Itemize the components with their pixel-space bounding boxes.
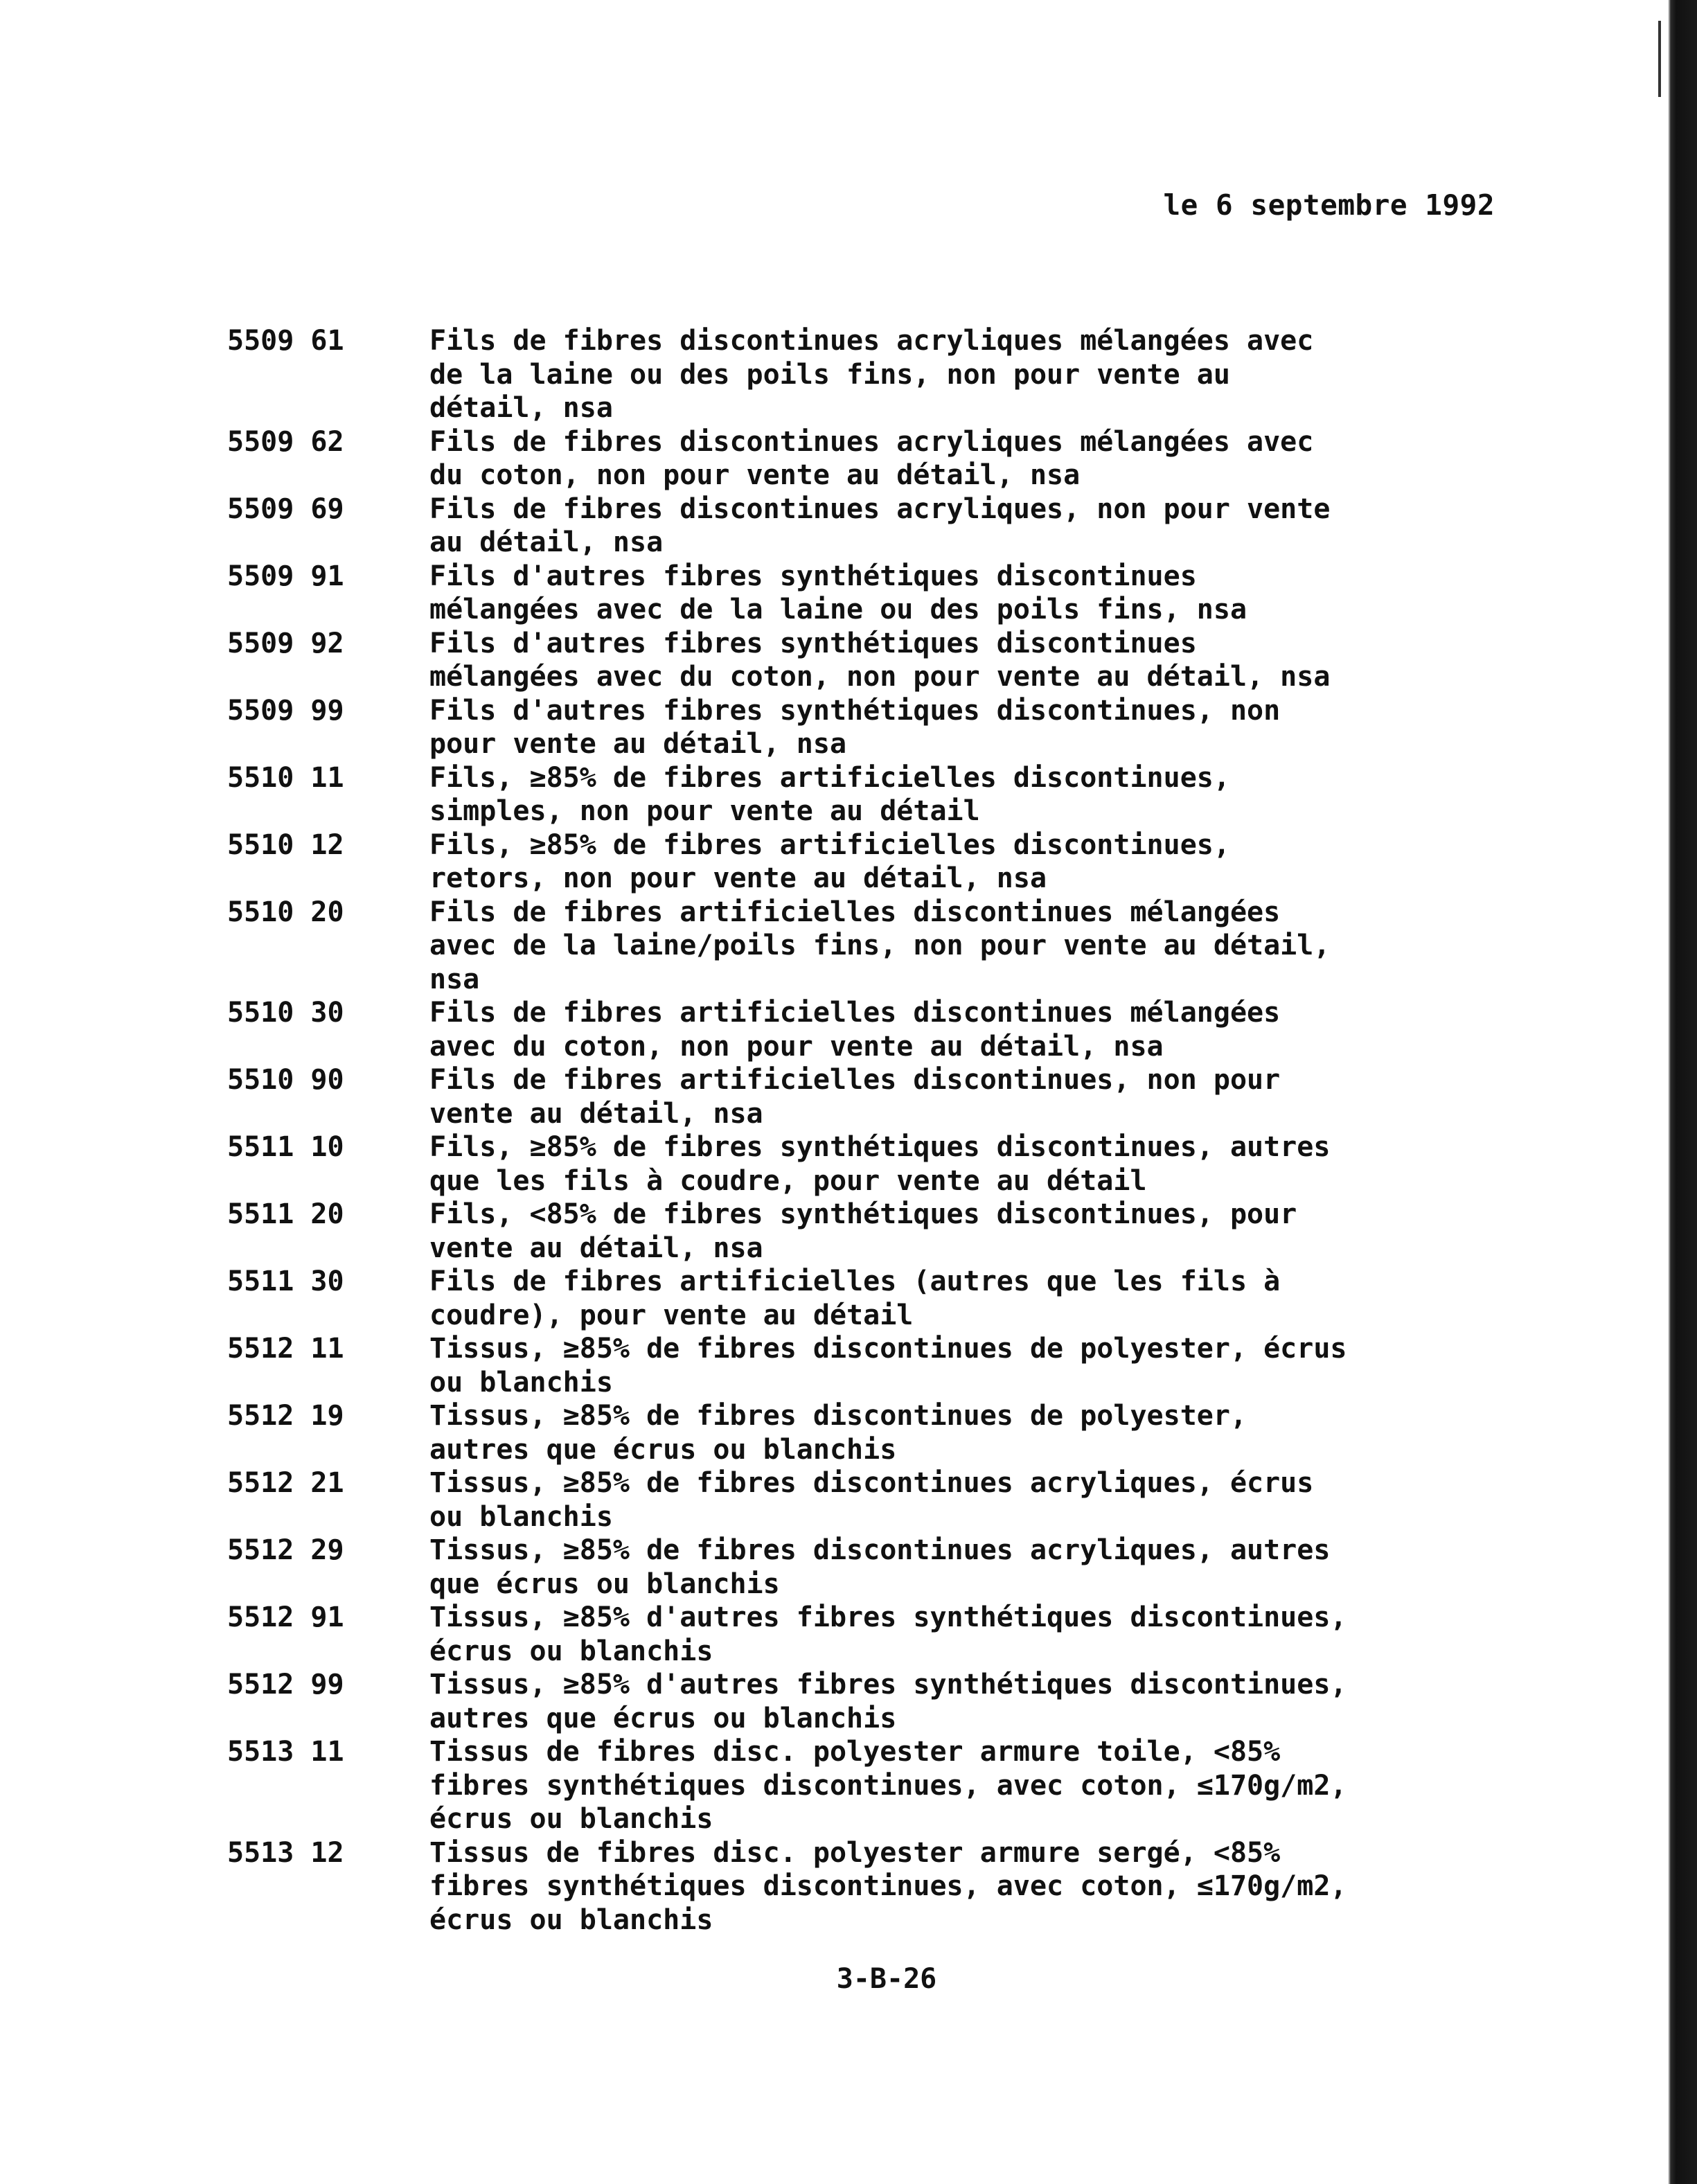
tariff-entry — [227, 492, 1522, 560]
tariff-code: 5513 11 — [227, 1736, 344, 1768]
description-line: Fils de fibres discontinues acryliques mélangées avec — [429, 325, 1314, 357]
tariff-code: 5509 92 — [227, 627, 344, 659]
description-line: Fils, ≥85% de fibres artificielles discontinues, — [429, 828, 1230, 861]
description-line: Fils de fibres discontinues acryliques, non pour vente — [429, 492, 1331, 525]
tariff-entry — [227, 1836, 1522, 1937]
tariff-description — [429, 1399, 1522, 1466]
tariff-code: 5510 12 — [227, 828, 344, 861]
description-line: coudre), pour vente au détail — [429, 1299, 914, 1331]
tariff-entry — [227, 1198, 1522, 1265]
description-line: Tissus, ≥85% d'autres fibres synthétiques discontinues, — [429, 1669, 1347, 1701]
tariff-description — [429, 1668, 1522, 1735]
description-line: Fils d'autres fibres synthétiques discontinues — [429, 560, 1197, 592]
tariff-code: 5511 30 — [227, 1266, 344, 1297]
description-line: Tissus, ≥85% de fibres discontinues de polyester, écrus — [429, 1333, 1347, 1365]
tariff-code: 5512 19 — [227, 1400, 344, 1432]
tariff-code: 5512 21 — [227, 1467, 344, 1499]
description-line: vente au détail, nsa — [429, 1097, 763, 1130]
description-line: ou blanchis — [429, 1500, 613, 1533]
description-line: autres que écrus ou blanchis — [429, 1433, 897, 1466]
tariff-code: 5509 99 — [227, 694, 344, 727]
document-date: le 6 septembre 1992 — [1163, 188, 1495, 222]
description-line: Tissus de fibres disc. polyester armure toile, <85% — [429, 1736, 1281, 1768]
description-line: Fils de fibres discontinues acryliques mélangées avec — [429, 425, 1314, 458]
tariff-code: 5511 20 — [227, 1198, 344, 1230]
description-line: Tissus, ≥85% de fibres discontinues acryliques, autres — [429, 1534, 1331, 1566]
tariff-code: 5511 10 — [227, 1131, 344, 1163]
tariff-entry — [227, 324, 1522, 425]
description-line: mélangées avec du coton, non pour vente au détail, nsa — [429, 661, 1331, 693]
description-line: ou blanchis — [429, 1366, 613, 1399]
description-line: Tissus, ≥85% de fibres discontinues acryliques, écrus — [429, 1467, 1314, 1499]
description-line: mélangées avec de la laine ou des poils fins, nsa — [429, 594, 1247, 625]
description-line: avec du coton, non pour vente au détail, nsa — [429, 1030, 1164, 1063]
scan-border-mark — [1658, 21, 1661, 97]
description-line: du coton, non pour vente au détail, nsa — [429, 459, 1081, 491]
tariff-entry — [227, 761, 1522, 828]
tariff-entry — [227, 1399, 1522, 1466]
tariff-description — [429, 1534, 1522, 1601]
tariff-code: 5512 11 — [227, 1333, 344, 1365]
description-line: fibres synthétiques discontinues, avec coton, ≤170g/m2, — [429, 1769, 1347, 1802]
tariff-description — [429, 627, 1522, 694]
tariff-description — [429, 996, 1522, 1063]
description-line: de la laine ou des poils fins, non pour vente au — [429, 358, 1230, 391]
tariff-code: 5509 61 — [227, 325, 344, 357]
tariff-entry — [227, 425, 1522, 492]
tariff-entry — [227, 1735, 1522, 1836]
description-line: Fils, ≥85% de fibres artificielles discontinues, — [429, 761, 1230, 794]
tariff-description — [429, 1466, 1522, 1534]
tariff-code: 5510 90 — [227, 1064, 344, 1096]
tariff-description — [429, 324, 1522, 425]
tariff-description — [429, 1332, 1522, 1399]
description-line: simples, non pour vente au détail — [429, 795, 980, 827]
tariff-code: 5510 30 — [227, 997, 344, 1029]
tariff-description — [429, 425, 1522, 492]
description-line: écrus ou blanchis — [429, 1803, 713, 1835]
tariff-entry — [227, 1265, 1522, 1332]
description-line: Tissus de fibres disc. polyester armure sergé, <85% — [429, 1836, 1281, 1869]
tariff-entry — [227, 694, 1522, 761]
description-line: que écrus ou blanchis — [429, 1568, 780, 1600]
tariff-description — [429, 828, 1522, 896]
tariff-description — [429, 1130, 1522, 1198]
description-line: que les fils à coudre, pour vente au détail — [429, 1164, 1147, 1197]
tariff-entry — [227, 560, 1522, 627]
tariff-description — [429, 694, 1522, 761]
scan-border-shadow — [1636, 0, 1697, 2184]
tariff-code: 5513 12 — [227, 1836, 344, 1869]
tariff-entry — [227, 1063, 1522, 1130]
tariff-code: 5509 91 — [227, 560, 344, 592]
tariff-description — [429, 1601, 1522, 1668]
tariff-entry — [227, 1466, 1522, 1534]
tariff-code: 5509 69 — [227, 492, 344, 525]
tariff-description — [429, 560, 1522, 627]
tariff-code: 5512 91 — [227, 1601, 344, 1633]
description-line: au détail, nsa — [429, 526, 664, 558]
description-line: fibres synthétiques discontinues, avec coton, ≤170g/m2, — [429, 1870, 1347, 1902]
tariff-entry — [227, 996, 1522, 1063]
tariff-entry — [227, 1534, 1522, 1601]
description-line: Fils de fibres artificielles (autres que les fils à — [429, 1266, 1281, 1297]
description-line: Fils d'autres fibres synthétiques discontinues — [429, 627, 1197, 659]
tariff-entry — [227, 1668, 1522, 1735]
tariff-entry — [227, 1601, 1522, 1668]
tariff-entry — [227, 828, 1522, 896]
description-line: détail, nsa — [429, 392, 613, 424]
tariff-code: 5512 99 — [227, 1669, 344, 1701]
page-number: 3-B-26 — [836, 1963, 937, 1995]
description-line: Fils de fibres artificielles discontinues mélangées — [429, 997, 1281, 1029]
description-line: écrus ou blanchis — [429, 1903, 713, 1936]
tariff-description — [429, 896, 1522, 997]
description-line: retors, non pour vente au détail, nsa — [429, 862, 1047, 894]
description-line: écrus ou blanchis — [429, 1635, 713, 1667]
tariff-entry — [227, 896, 1522, 997]
description-line: autres que écrus ou blanchis — [429, 1702, 897, 1734]
tariff-description — [429, 1198, 1522, 1265]
tariff-code: 5510 20 — [227, 896, 344, 928]
description-line: Tissus, ≥85% d'autres fibres synthétiques discontinues, — [429, 1601, 1347, 1633]
description-line: avec de la laine/poils fins, non pour vente au détail, — [429, 930, 1331, 961]
tariff-description — [429, 761, 1522, 828]
tariff-code: 5512 29 — [227, 1534, 344, 1566]
description-line: vente au détail, nsa — [429, 1232, 763, 1264]
tariff-entry — [227, 1130, 1522, 1198]
tariff-code-list — [227, 324, 1522, 1937]
tariff-description — [429, 1063, 1522, 1130]
tariff-code: 5510 11 — [227, 761, 344, 794]
description-line: Fils, ≥85% de fibres synthétiques discontinues, autres — [429, 1131, 1331, 1163]
description-line: Tissus, ≥85% de fibres discontinues de polyester, — [429, 1400, 1247, 1432]
description-line: Fils de fibres artificielles discontinues, non pour — [429, 1064, 1281, 1096]
tariff-entry — [227, 627, 1522, 694]
description-line: Fils de fibres artificielles discontinues mélangées — [429, 896, 1281, 928]
tariff-code: 5509 62 — [227, 425, 344, 458]
tariff-description — [429, 492, 1522, 560]
tariff-description — [429, 1265, 1522, 1332]
tariff-description — [429, 1735, 1522, 1836]
description-line: Fils, <85% de fibres synthétiques discontinues, pour — [429, 1198, 1297, 1230]
tariff-description — [429, 1836, 1522, 1937]
description-line: nsa — [429, 963, 480, 995]
tariff-entry — [227, 1332, 1522, 1399]
description-line: Fils d'autres fibres synthétiques discontinues, non — [429, 694, 1281, 727]
description-line: pour vente au détail, nsa — [429, 728, 847, 760]
